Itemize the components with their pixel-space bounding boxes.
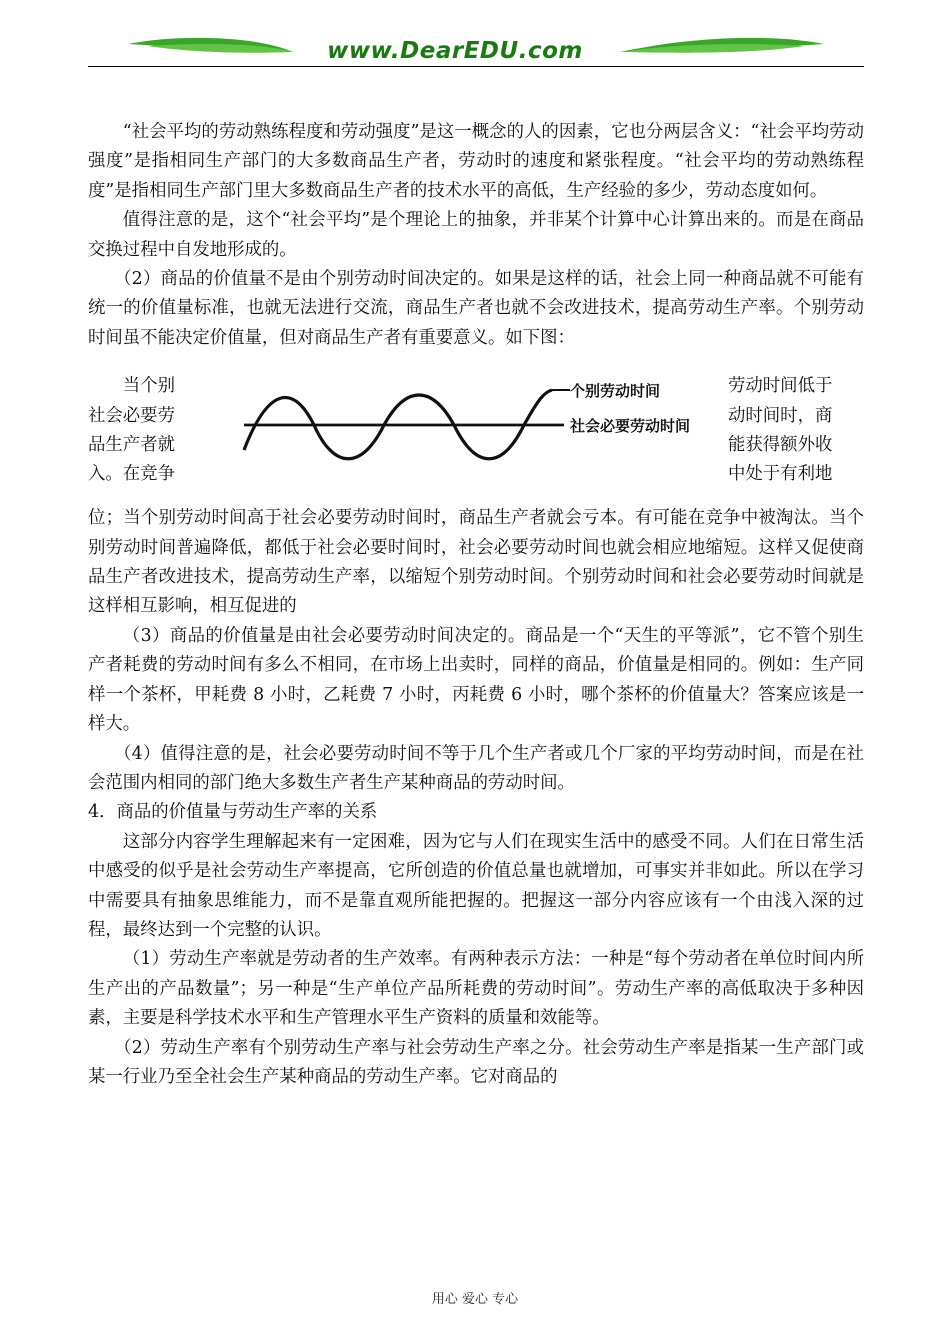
text-line: 入。在竞争 <box>88 464 175 485</box>
paragraph: （3）商品的价值量是由社会必要劳动时间决定的。商品是一个“天生的平等派”，它不管个别生产者耗费的劳动时间有多么不相同，在市场上出卖时，同样的商品，价值量是相同的。例如：生产同样一个茶杯，甲耗费 8 小时，乙耗费 7 小时，丙耗费 6 小时，哪个茶杯的价值量大？答案应该是一样大。 <box>88 625 864 735</box>
paragraph: 这部分内容学生理解起来有一定困难，因为它与人们在现实生活中的感受不同。人们在日常生活中感受的似乎是社会劳动生产率提高，它所创造的价值总量也就增加，可事实并非如此。所以在学习中需要具有抽象思维能力，而不是靠直观所能把握的。把握这一部分内容应该有一个由浅入深的过程，最终达到一个完整的认识。 <box>88 831 864 940</box>
text-line: 品生产者就 <box>88 435 175 456</box>
paragraph: （2）劳动生产率有个别劳动生产率与社会劳动生产率之分。社会劳动生产率是指某一生产部门或某一行业乃至全社会生产某种商品的劳动生产率。它对商品的 <box>88 1037 864 1087</box>
text-line: 动时间时，商 <box>728 405 833 426</box>
paragraph: “社会平均的劳动熟练程度和劳动强度”是这一概念的人的因素，它也分两层含义：“社会平均劳动强度”是指相同生产部门的大多数商品生产者，劳动时的速度和紧张程度。“社会平均的劳动熟练程度”是指相同生产部门里大多数商品生产者的技术水平的高低，生产经验的多少，劳动态度如何。 <box>88 122 864 201</box>
wrapped-text-left <box>88 372 208 490</box>
paragraph: （1）劳动生产率就是劳动者的生产效率。有两种表示方法：一种是“每个劳动者在单位时间内所生产出的产品数量”；另一种是“生产单位产品所耗费的劳动时间”。劳动生产率的高低取决于多种因素，主要是科学技术水平和生产管理水平生产资料的质量和效能等。 <box>88 949 864 1029</box>
wave-label: 个别劳动时间 <box>570 382 661 401</box>
text-line: 能获得额外收 <box>728 435 833 456</box>
text-line: 当个别 <box>122 376 175 397</box>
labor-time-diagram <box>234 380 714 470</box>
figure-wrap-block <box>88 372 864 504</box>
document-body <box>88 118 864 1092</box>
section-heading: 4．商品的价值量与劳动生产率的关系 <box>88 802 378 823</box>
header-divider <box>88 66 864 67</box>
line-label: 社会必要劳动时间 <box>570 417 691 436</box>
paragraph: （4）值得注意的是，社会必要劳动时间不等于几个生产者或几个厂家的平均劳动时间，而是在社会范围内相同的部门绝大多数生产者生产某种商品的劳动时间。 <box>88 743 864 793</box>
text-line: 劳动时间低于 <box>728 376 833 397</box>
text-line: 中处于有利地 <box>728 464 833 485</box>
paragraph: 位；当个别劳动时间高于社会必要劳动时间时，商品生产者就会亏本。有可能在竞争中被淘汰。当个别劳动时间普遍降低，都低于社会必要时间时，社会必要劳动时间也就会相应地缩短。这样又促使商品生产者改进技术，提高劳动生产率，以缩短个别劳动时间。个别劳动时间和社会必要劳动时间就是这样相互影响，相互促进的 <box>88 508 864 617</box>
paragraph: 值得注意的是，这个“社会平均”是个理论上的抽象，并非某个计算中心计算出来的。而是在商品交换过程中自发地形成的。 <box>88 210 864 260</box>
text-line: 社会必要劳 <box>88 405 175 426</box>
site-logo-text: www.DearEDU.com <box>327 38 583 64</box>
wrapped-text-right <box>728 372 864 490</box>
page-footer: 用心 爱心 专心 <box>431 1292 519 1307</box>
paragraph: （2）商品的价值量不是由个别劳动时间决定的。如果是这样的话，社会上同一种商品就不可能有统一的价值量标准，也就无法进行交流，商品生产者也就不会改进技术，提高劳动生产率。个别劳动时间虽不能决定价值量，但对商品生产者有重要意义。如下图： <box>88 269 864 348</box>
